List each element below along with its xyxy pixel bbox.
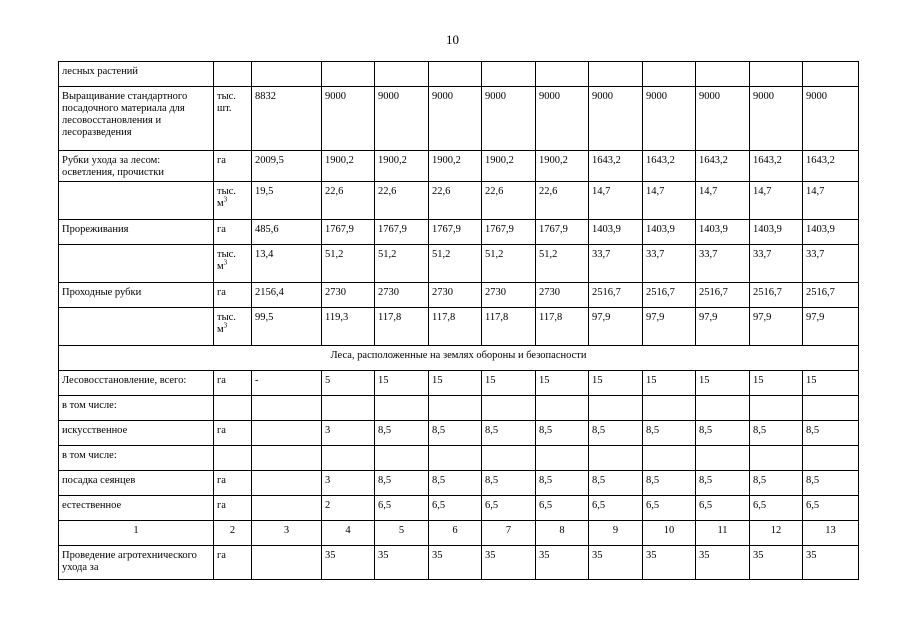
value-cell: [252, 421, 322, 446]
value-cell: 9000: [536, 87, 589, 151]
value-cell: 33,7: [696, 245, 750, 283]
value-cell: 6,5: [375, 496, 429, 521]
row-label: [59, 182, 214, 220]
value-cell: 35: [696, 546, 750, 580]
value-cell: 2730: [536, 283, 589, 308]
value-cell: 8,5: [429, 421, 482, 446]
value-cell: [252, 546, 322, 580]
value-cell: 1643,2: [803, 151, 859, 182]
value-cell: [429, 396, 482, 421]
row-label: посадка сеянцев: [59, 471, 214, 496]
value-cell: 14,7: [589, 182, 643, 220]
value-cell: 3: [322, 421, 375, 446]
value-cell: [252, 496, 322, 521]
unit-label: тыс. м: [217, 249, 236, 272]
table-row: [59, 346, 859, 371]
value-cell: 35: [643, 546, 696, 580]
value-cell: [643, 446, 696, 471]
value-cell: -: [252, 371, 322, 396]
value-cell: 2516,7: [696, 283, 750, 308]
value-cell: 33,7: [643, 245, 696, 283]
value-cell: [643, 62, 696, 87]
value-cell: 15: [482, 371, 536, 396]
value-cell: 6,5: [803, 496, 859, 521]
value-cell: 8,5: [429, 471, 482, 496]
row-label: в том числе:: [59, 446, 214, 471]
value-cell: 1767,9: [429, 220, 482, 245]
value-cell: 3: [322, 471, 375, 496]
table-row: [59, 62, 859, 87]
value-cell: 1900,2: [482, 151, 536, 182]
value-cell: 6,5: [589, 496, 643, 521]
value-cell: 19,5: [252, 182, 322, 220]
value-cell: 8,5: [803, 421, 859, 446]
value-cell: 97,9: [696, 308, 750, 346]
table-row: [59, 245, 859, 283]
value-cell: 1900,2: [322, 151, 375, 182]
value-cell: 6,5: [750, 496, 803, 521]
value-cell: 9000: [375, 87, 429, 151]
value-cell: 33,7: [750, 245, 803, 283]
value-cell: [696, 62, 750, 87]
value-cell: 2730: [429, 283, 482, 308]
value-cell: 22,6: [429, 182, 482, 220]
unit-cell: [214, 220, 252, 245]
table-row: [59, 496, 859, 521]
value-cell: 2156,4: [252, 283, 322, 308]
unit-cell: [214, 421, 252, 446]
column-number: 7: [482, 521, 536, 546]
unit-label: га: [217, 425, 226, 436]
value-cell: [589, 446, 643, 471]
value-cell: 97,9: [643, 308, 696, 346]
value-cell: 119,3: [322, 308, 375, 346]
value-cell: 15: [536, 371, 589, 396]
value-cell: 1643,2: [750, 151, 803, 182]
value-cell: 35: [536, 546, 589, 580]
column-number: 10: [643, 521, 696, 546]
forestry-plan-table: [58, 61, 859, 580]
value-cell: [429, 62, 482, 87]
value-cell: 1403,9: [696, 220, 750, 245]
value-cell: 9000: [429, 87, 482, 151]
value-cell: 1643,2: [643, 151, 696, 182]
value-cell: 2516,7: [589, 283, 643, 308]
value-cell: [429, 446, 482, 471]
unit-label: тыс. м: [217, 186, 236, 209]
value-cell: 8,5: [536, 471, 589, 496]
unit-cell: [214, 396, 252, 421]
row-label: Выращивание стандартного посадочного материала для лесовосстановления и лесоразведения: [59, 87, 214, 151]
value-cell: 14,7: [803, 182, 859, 220]
value-cell: 15: [589, 371, 643, 396]
value-cell: 1767,9: [375, 220, 429, 245]
value-cell: 8,5: [589, 421, 643, 446]
value-cell: 9000: [696, 87, 750, 151]
value-cell: [803, 446, 859, 471]
value-cell: 22,6: [322, 182, 375, 220]
value-cell: 2009,5: [252, 151, 322, 182]
value-cell: [375, 396, 429, 421]
value-cell: 35: [322, 546, 375, 580]
value-cell: 1900,2: [536, 151, 589, 182]
value-cell: [375, 446, 429, 471]
value-cell: [322, 446, 375, 471]
value-cell: 14,7: [643, 182, 696, 220]
row-label: [59, 308, 214, 346]
value-cell: 1767,9: [482, 220, 536, 245]
value-cell: 35: [803, 546, 859, 580]
value-cell: 2516,7: [803, 283, 859, 308]
value-cell: 33,7: [589, 245, 643, 283]
value-cell: 51,2: [536, 245, 589, 283]
value-cell: [696, 396, 750, 421]
value-cell: 6,5: [536, 496, 589, 521]
value-cell: 15: [375, 371, 429, 396]
value-cell: 8,5: [643, 421, 696, 446]
value-cell: [482, 62, 536, 87]
value-cell: 8,5: [375, 471, 429, 496]
value-cell: 13,4: [252, 245, 322, 283]
value-cell: 35: [429, 546, 482, 580]
value-cell: 22,6: [536, 182, 589, 220]
value-cell: 117,8: [375, 308, 429, 346]
unit-cell: [214, 446, 252, 471]
value-cell: 5: [322, 371, 375, 396]
column-number: 9: [589, 521, 643, 546]
value-cell: 117,8: [429, 308, 482, 346]
column-number: 5: [375, 521, 429, 546]
value-cell: 2730: [482, 283, 536, 308]
value-cell: [536, 446, 589, 471]
value-cell: 8,5: [536, 421, 589, 446]
value-cell: 35: [482, 546, 536, 580]
value-cell: [252, 471, 322, 496]
value-cell: [803, 62, 859, 87]
value-cell: [589, 396, 643, 421]
value-cell: [750, 62, 803, 87]
value-cell: 14,7: [696, 182, 750, 220]
value-cell: 1403,9: [750, 220, 803, 245]
table-row: [59, 283, 859, 308]
unit-label: га: [217, 224, 226, 235]
table-row: [59, 446, 859, 471]
value-cell: [322, 396, 375, 421]
value-cell: 8,5: [696, 421, 750, 446]
column-number: 11: [696, 521, 750, 546]
row-label: Проходные рубки: [59, 283, 214, 308]
value-cell: 117,8: [536, 308, 589, 346]
value-cell: [696, 446, 750, 471]
unit-cell: [214, 87, 252, 151]
value-cell: [536, 62, 589, 87]
value-cell: 97,9: [589, 308, 643, 346]
table-row: [59, 546, 859, 580]
value-cell: 8,5: [375, 421, 429, 446]
value-cell: 9000: [322, 87, 375, 151]
value-cell: 8,5: [750, 471, 803, 496]
value-cell: 8832: [252, 87, 322, 151]
column-number: 12: [750, 521, 803, 546]
value-cell: 8,5: [589, 471, 643, 496]
value-cell: 35: [750, 546, 803, 580]
unit-cell: [214, 62, 252, 87]
value-cell: 8,5: [482, 421, 536, 446]
unit-superscript: 3: [223, 258, 228, 267]
value-cell: [536, 396, 589, 421]
value-cell: 51,2: [482, 245, 536, 283]
value-cell: 22,6: [375, 182, 429, 220]
unit-cell: [214, 182, 252, 220]
value-cell: 8,5: [750, 421, 803, 446]
column-number: 1: [59, 521, 214, 546]
unit-superscript: 3: [223, 195, 228, 204]
value-cell: 485,6: [252, 220, 322, 245]
value-cell: 2516,7: [750, 283, 803, 308]
table-row: [59, 151, 859, 182]
table-row: [59, 220, 859, 245]
column-number: 4: [322, 521, 375, 546]
value-cell: [589, 62, 643, 87]
table-row: [59, 182, 859, 220]
unit-label: га: [217, 287, 226, 298]
row-label: Проведение агротехнического ухода за: [59, 546, 214, 580]
unit-label: га: [217, 155, 226, 166]
value-cell: 97,9: [750, 308, 803, 346]
section-heading: Леса, расположенные на землях обороны и безопасности: [59, 346, 859, 371]
unit-cell: [214, 496, 252, 521]
table-row: [59, 471, 859, 496]
value-cell: 9000: [643, 87, 696, 151]
value-cell: 1900,2: [429, 151, 482, 182]
table-row: [59, 371, 859, 396]
value-cell: 117,8: [482, 308, 536, 346]
column-number: 3: [252, 521, 322, 546]
table-row: [59, 87, 859, 151]
row-label: искусственное: [59, 421, 214, 446]
value-cell: 15: [750, 371, 803, 396]
value-cell: 8,5: [696, 471, 750, 496]
value-cell: 1403,9: [643, 220, 696, 245]
unit-cell: [214, 245, 252, 283]
value-cell: 2730: [322, 283, 375, 308]
value-cell: 14,7: [750, 182, 803, 220]
value-cell: [750, 446, 803, 471]
row-label: лесных растений: [59, 62, 214, 87]
value-cell: 1643,2: [589, 151, 643, 182]
value-cell: 1643,2: [696, 151, 750, 182]
unit-cell: [214, 283, 252, 308]
value-cell: 51,2: [375, 245, 429, 283]
value-cell: 1900,2: [375, 151, 429, 182]
unit-label: га: [217, 550, 226, 561]
table-row: [59, 421, 859, 446]
value-cell: 35: [589, 546, 643, 580]
column-number: 2: [214, 521, 252, 546]
row-label: Прореживания: [59, 220, 214, 245]
value-cell: [643, 396, 696, 421]
unit-cell: [214, 151, 252, 182]
value-cell: 15: [429, 371, 482, 396]
unit-label: тыс. м: [217, 312, 236, 335]
page-number: 10: [446, 32, 459, 47]
value-cell: [252, 62, 322, 87]
value-cell: [482, 446, 536, 471]
value-cell: 35: [375, 546, 429, 580]
value-cell: 2516,7: [643, 283, 696, 308]
unit-label: га: [217, 475, 226, 486]
column-number: 8: [536, 521, 589, 546]
table-body: [59, 62, 859, 580]
value-cell: [750, 396, 803, 421]
value-cell: [252, 446, 322, 471]
value-cell: 8,5: [803, 471, 859, 496]
value-cell: 6,5: [482, 496, 536, 521]
value-cell: 51,2: [429, 245, 482, 283]
value-cell: 9000: [589, 87, 643, 151]
unit-superscript: 3: [223, 321, 228, 330]
value-cell: 15: [643, 371, 696, 396]
value-cell: 9000: [482, 87, 536, 151]
value-cell: 8,5: [643, 471, 696, 496]
value-cell: 1403,9: [803, 220, 859, 245]
value-cell: [375, 62, 429, 87]
value-cell: 2730: [375, 283, 429, 308]
value-cell: 15: [803, 371, 859, 396]
value-cell: 51,2: [322, 245, 375, 283]
row-label: Лесовосстановление, всего:: [59, 371, 214, 396]
column-number: 6: [429, 521, 482, 546]
value-cell: 6,5: [696, 496, 750, 521]
unit-label: га: [217, 500, 226, 511]
table-row: [59, 308, 859, 346]
unit-cell: [214, 546, 252, 580]
row-label: естественное: [59, 496, 214, 521]
table-row: [59, 396, 859, 421]
column-number: 13: [803, 521, 859, 546]
value-cell: 99,5: [252, 308, 322, 346]
value-cell: [482, 396, 536, 421]
value-cell: [252, 396, 322, 421]
unit-cell: [214, 471, 252, 496]
value-cell: 2: [322, 496, 375, 521]
row-label: в том числе:: [59, 396, 214, 421]
value-cell: [803, 396, 859, 421]
value-cell: 97,9: [803, 308, 859, 346]
value-cell: 8,5: [482, 471, 536, 496]
unit-label: га: [217, 375, 226, 386]
unit-cell: [214, 371, 252, 396]
value-cell: 15: [696, 371, 750, 396]
value-cell: 9000: [803, 87, 859, 151]
value-cell: 9000: [750, 87, 803, 151]
unit-label: тыс. шт.: [217, 91, 236, 114]
value-cell: 6,5: [643, 496, 696, 521]
value-cell: [322, 62, 375, 87]
value-cell: 1767,9: [322, 220, 375, 245]
row-label: Рубки ухода за лесом: осветления, прочистки: [59, 151, 214, 182]
table-row: [59, 521, 859, 546]
row-label: [59, 245, 214, 283]
unit-cell: [214, 308, 252, 346]
value-cell: 33,7: [803, 245, 859, 283]
value-cell: 6,5: [429, 496, 482, 521]
value-cell: 22,6: [482, 182, 536, 220]
value-cell: 1403,9: [589, 220, 643, 245]
value-cell: 1767,9: [536, 220, 589, 245]
